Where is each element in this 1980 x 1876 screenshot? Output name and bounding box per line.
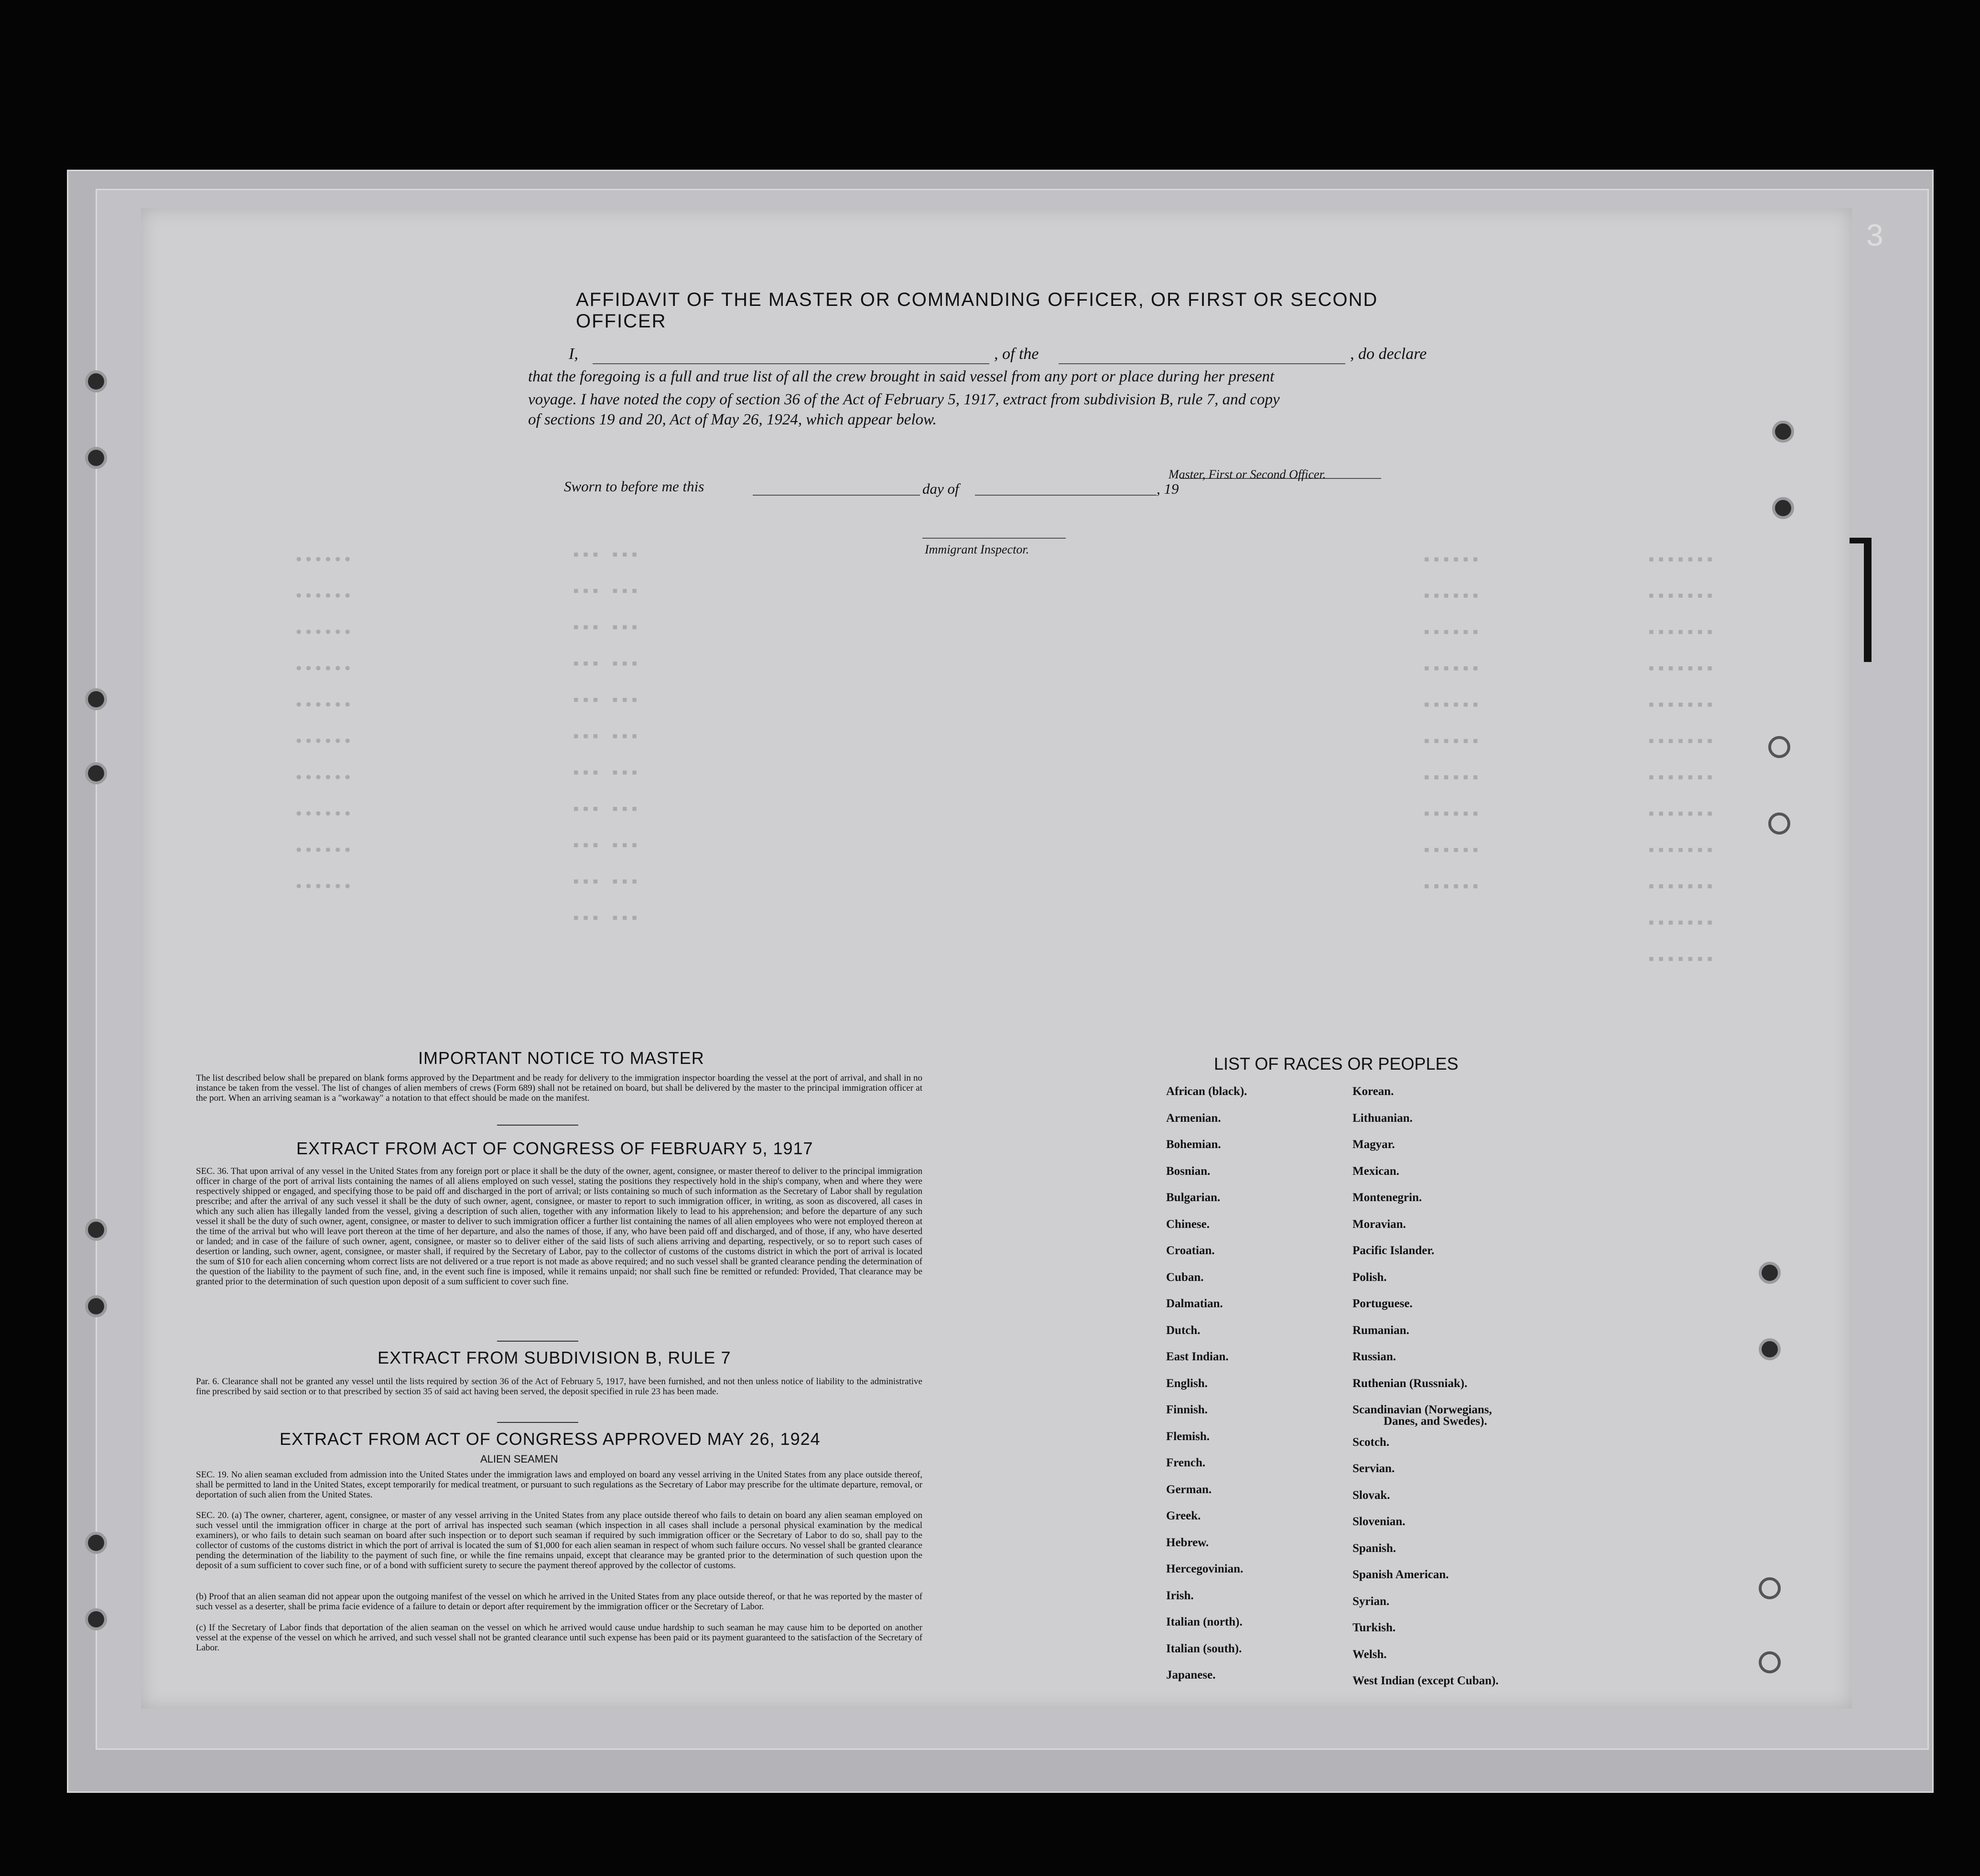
- race-item-continuation: Danes, and Swedes).: [1384, 1415, 1487, 1428]
- race-item: Mexican.: [1352, 1164, 1399, 1178]
- race-item: English.: [1166, 1377, 1208, 1390]
- bleed-through-column-3: ▪▪▪▪▪▪ ▪▪▪▪▪▪ ▪▪▪▪▪▪ ▪▪▪▪▪▪ ▪▪▪▪▪▪ ▪▪▪▪▪▪ ▪▪▪▪▪▪ ▪▪▪▪▪▪ ▪▪▪▪▪▪ ▪▪▪▪▪▪: [1422, 552, 1481, 897]
- race-item: Montenegrin.: [1352, 1191, 1422, 1204]
- binding-hole: [1759, 1577, 1781, 1599]
- race-item: Finnish.: [1166, 1403, 1208, 1416]
- race-item: Hebrew.: [1166, 1536, 1209, 1549]
- sheet-number: 3: [1866, 218, 1883, 252]
- extract-1924-heading: EXTRACT FROM ACT OF CONGRESS APPROVED MAY 26, 1924: [280, 1429, 821, 1449]
- race-item: Irish.: [1166, 1589, 1194, 1602]
- race-item: Armenian.: [1166, 1111, 1221, 1125]
- affidavit-line-2: that the foregoing is a full and true list of all the crew brought in said vessel from any port or place during her present: [528, 368, 1275, 385]
- race-item: Turkish.: [1352, 1621, 1396, 1634]
- binding-hole: [85, 447, 107, 469]
- extract-1924-sec20c: (c) If the Secretary of Labor finds that deportation of the alien seaman on the vessel on which he arrived would cause undue hardship to such seaman he may cause him to be deported on another vessel at the expense of the vessel on which he arrived, and such vessel shall not be granted clearance until such expense has been paid or its payment guaranteed to the satisfaction of the Secretary of Labor.: [196, 1623, 922, 1653]
- race-item: East Indian.: [1166, 1350, 1229, 1363]
- binding-hole: [1759, 1262, 1781, 1284]
- race-item: Dutch.: [1166, 1323, 1201, 1337]
- vessel-blank[interactable]: [1059, 363, 1345, 364]
- notice-heading: IMPORTANT NOTICE TO MASTER: [418, 1048, 704, 1068]
- race-item: Bulgarian.: [1166, 1191, 1221, 1204]
- affidavit-i-label: I,: [569, 345, 578, 363]
- race-item: Polish.: [1352, 1270, 1387, 1284]
- binding-hole: [1768, 736, 1790, 758]
- extract-rule7-heading: EXTRACT FROM SUBDIVISION B, RULE 7: [378, 1348, 731, 1367]
- race-item: Cuban.: [1166, 1270, 1204, 1284]
- race-item: Welsh.: [1352, 1648, 1387, 1661]
- race-item: African (black).: [1166, 1085, 1247, 1098]
- race-item: Italian (north).: [1166, 1616, 1243, 1628]
- affidavit-of-the-label: , of the: [994, 345, 1039, 363]
- name-blank[interactable]: [593, 363, 989, 364]
- races-heading: LIST OF RACES OR PEOPLES: [1214, 1054, 1459, 1074]
- race-item: Pacific Islander.: [1352, 1244, 1435, 1257]
- race-item: Spanish American.: [1352, 1568, 1449, 1581]
- divider: [497, 1125, 578, 1126]
- binding-hole: [85, 1608, 107, 1630]
- race-item: Korean.: [1352, 1085, 1394, 1098]
- race-item: German.: [1166, 1483, 1212, 1496]
- race-item: Italian (south).: [1166, 1642, 1242, 1655]
- race-item: Croatian.: [1166, 1244, 1215, 1257]
- binding-hole: [85, 762, 107, 784]
- binding-hole: [1772, 497, 1794, 519]
- extract-rule7-text: Par. 6. Clearance shall not be granted any vessel until the lists required by section 36 of the Act of February 5, 1917, have been furnished, and not then unless notice of liability to the administrative fine prescribed by said section or to that prescribed by section 35 of said act having been served, the deposit specified in rule 23 has been made.: [196, 1377, 922, 1397]
- affidavit-declare-label: , do declare: [1350, 345, 1427, 363]
- bleed-through-column-4: ▪▪▪▪▪▪▪ ▪▪▪▪▪▪▪ ▪▪▪▪▪▪▪ ▪▪▪▪▪▪▪ ▪▪▪▪▪▪▪ ▪▪▪▪▪▪▪ ▪▪▪▪▪▪▪ ▪▪▪▪▪▪▪ ▪▪▪▪▪▪▪ ▪▪▪▪▪▪▪ ▪▪▪▪▪▪▪ ▪▪▪▪▪▪▪: [1646, 552, 1715, 969]
- race-item: Bosnian.: [1166, 1164, 1211, 1178]
- extract-1924-sec20a: SEC. 20. (a) The owner, charterer, agent, consignee, or master of any vessel arriving in the United States from any place outside thereof who fails to detain on board any alien seaman employed on such vessel until the immigration officer in charge at the port of arrival has inspected such seaman (which inspection in all cases shall include a personal physical examination by the medical examiners), or who fails to detain such seaman on board after such inspection or to deport such seaman if required by such immigration officer or the Secretary of Labor to do so, shall pay to the collector of customs of the customs district in which the port of arrival is located the sum of $1,000 for each alien seaman in respect of whom such failure occurs. No vessel shall be granted clearance pending the determination of the liability to the payment of such fine, or while the fine remains unpaid, except that clearance may be granted prior to the determination of such question upon the deposit of a sum sufficient to cover such fine, or of a bond with sufficient surety to secure the payment thereof approved by the collector of customs.: [196, 1510, 922, 1571]
- race-item: Russian.: [1352, 1350, 1396, 1363]
- affidavit-line-4: of sections 19 and 20, Act of May 26, 1924, which appear below.: [528, 411, 937, 428]
- race-item: Flemish.: [1166, 1430, 1210, 1443]
- binding-hole: [85, 1219, 107, 1241]
- binding-hole: [1759, 1651, 1781, 1673]
- race-item: Syrian.: [1352, 1594, 1390, 1608]
- divider: [497, 1341, 578, 1342]
- extract-1917-heading: EXTRACT FROM ACT OF CONGRESS OF FEBRUARY 5, 1917: [296, 1139, 813, 1158]
- binding-hole: [1772, 421, 1794, 443]
- race-item: Greek.: [1166, 1509, 1201, 1522]
- race-item: Bohemian.: [1166, 1138, 1221, 1151]
- binding-hole: [85, 1532, 107, 1554]
- ink-bracket-mark: [1850, 538, 1872, 543]
- extract-1924-sec20b: (b) Proof that an alien seaman did not appear upon the outgoing manifest of the vessel on which he arrived in the United States from any place outside thereof, or that he was reported by the master of such vessel as a deserter, shall be prima facie evidence of a failure to detain or deport after requirement by the immigration officer or the Secretary of Labor.: [196, 1592, 922, 1612]
- race-item: Servian.: [1352, 1462, 1395, 1475]
- race-item: Rumanian.: [1352, 1323, 1409, 1337]
- bleed-through-column-1: •••••• •••••• •••••• •••••• •••••• •••••• •••••• •••••• •••••• ••••••: [294, 552, 353, 897]
- race-item: Hercegovinian.: [1166, 1562, 1244, 1575]
- ink-bracket-mark: [1864, 538, 1872, 662]
- sworn-label: Sworn to before me this: [564, 478, 704, 495]
- binding-hole: [85, 370, 107, 392]
- master-caption: Master, First or Second Officer.: [1169, 467, 1326, 481]
- race-item: Slovak.: [1352, 1488, 1390, 1502]
- race-item: Scandinavian (Norwegians,: [1352, 1403, 1492, 1416]
- signature-inspector-blank[interactable]: [922, 538, 1066, 539]
- race-item: Spanish.: [1352, 1541, 1396, 1555]
- affidavit-title: AFFIDAVIT OF THE MASTER OR COMMANDING OFFICER, OR FIRST OR SECOND OFFICER: [576, 289, 1378, 332]
- binding-hole: [85, 1295, 107, 1317]
- affidavit-line-3: voyage. I have noted the copy of section 36 of the Act of February 5, 1917, extract from subdivision B, rule 7, and copy: [528, 391, 1280, 408]
- race-item: Chinese.: [1166, 1217, 1210, 1231]
- binding-hole: [1768, 813, 1790, 835]
- race-item: Lithuanian.: [1352, 1111, 1413, 1125]
- race-item: French.: [1166, 1456, 1206, 1469]
- extract-1924-sec19: SEC. 19. No alien seaman excluded from admission into the United States under the immigration laws and employed on board any vessel arriving in the United States from any place outside thereof, shall be permitted to land in the United States, except temporarily for medical treatment, or pursuant to such regulations as the Secretary of Labor may prescribe for the ultimate departure, removal, or deportation of such alien from the United States.: [196, 1470, 922, 1500]
- race-item: West Indian (except Cuban).: [1352, 1674, 1499, 1687]
- alien-seamen-subheading: ALIEN SEAMEN: [480, 1453, 558, 1465]
- race-item: Scotch.: [1352, 1435, 1390, 1449]
- race-item: Magyar.: [1352, 1138, 1395, 1151]
- divider: [497, 1422, 578, 1423]
- binding-hole: [1759, 1338, 1781, 1360]
- bleed-through-column-2: ▪▪▪ ▪▪▪ ▪▪▪ ▪▪▪ ▪▪▪ ▪▪▪ ▪▪▪ ▪▪▪ ▪▪▪ ▪▪▪ ▪▪▪ ▪▪▪ ▪▪▪ ▪▪▪ ▪▪▪ ▪▪▪ ▪▪▪ ▪▪▪ ▪▪▪ ▪▪▪ ▪▪▪ ▪▪▪: [571, 547, 639, 928]
- race-item: Japanese.: [1166, 1669, 1216, 1681]
- notice-text: The list described below shall be prepared on blank forms approved by the Department and be ready for delivery to the immigration inspector boarding the vessel at the port of arrival, and shall in no instance be taken from the vessel. The list of changes of alien members of crews (Form 689) shall not be retained on board, but shall be delivered by the master to the principal immigration officer at the port. When an arriving seaman is a "workaway" a notation to that effect should be made on the manifest.: [196, 1073, 922, 1103]
- sworn-month-blank[interactable]: [975, 495, 1157, 496]
- race-item: Ruthenian (Russniak).: [1352, 1377, 1468, 1390]
- race-item: Portuguese.: [1352, 1297, 1413, 1310]
- race-item: Slovenian.: [1352, 1515, 1406, 1528]
- inspector-caption: Immigrant Inspector.: [925, 542, 1029, 556]
- year-label: , 19: [1157, 480, 1179, 497]
- race-item: Moravian.: [1352, 1217, 1406, 1231]
- day-of-label: day of: [922, 480, 959, 497]
- extract-1917-text: SEC. 36. That upon arrival of any vessel in the United States from any foreign port or place it shall be the duty of the owner, agent, consignee, or master thereof to deliver to the principal immigration officer in charge of the port of arrival lists containing the names of all aliens employed on such vessel, stating the positions they respectively hold in the ship's company, when and where they were respectively shipped or engaged, and specifying those to be paid off and discharged in the port of arrival; or lists containing so much of such information as the Secretary of Labor shall by regulation prescribe; and after the arrival of any such vessel it shall be the duty of such owner, agent, consignee, or master to report to such immigration officer, in writing, as soon as discovered, all cases in which any such alien has illegally landed from the vessel, giving a description of such alien, together with any information likely to lead to his apprehension; and before the departure of any such vessel it shall be the duty of such owner, agent, consignee, or master to deliver to such immigration officer a further list containing the names of all alien employees who were not employed thereon at the time of the arrival but who will leave port thereon at the time of her departure, and also the names of those, if any, who have been paid off and discharged, and of those, if any, who have deserted or landed; and in case of the failure of such owner, agent, consignee, or master so to deliver either of the said lists of such aliens arriving and departing, respectively, or so to report such cases of desertion or landing, such owner, agent, consignee, or master shall, if required by the Secretary of Labor, pay to the collector of customs of the customs district in which the port of arrival is located the sum of $10 for each alien concerning whom correct lists are not delivered or a true report is not made as above required; and no such vessel shall be granted clearance pending the determination of the question of the liability to the payment of such fine, and, in the event such fine is imposed, while it remains unpaid; nor shall such fine be remitted or refunded: Provided, That clearance may be granted prior to the determination of such question upon deposit of a sum sufficient to cover such fine.: [196, 1166, 922, 1287]
- sworn-day-blank[interactable]: [753, 495, 920, 496]
- binding-hole: [85, 688, 107, 710]
- race-item: Dalmatian.: [1166, 1297, 1223, 1310]
